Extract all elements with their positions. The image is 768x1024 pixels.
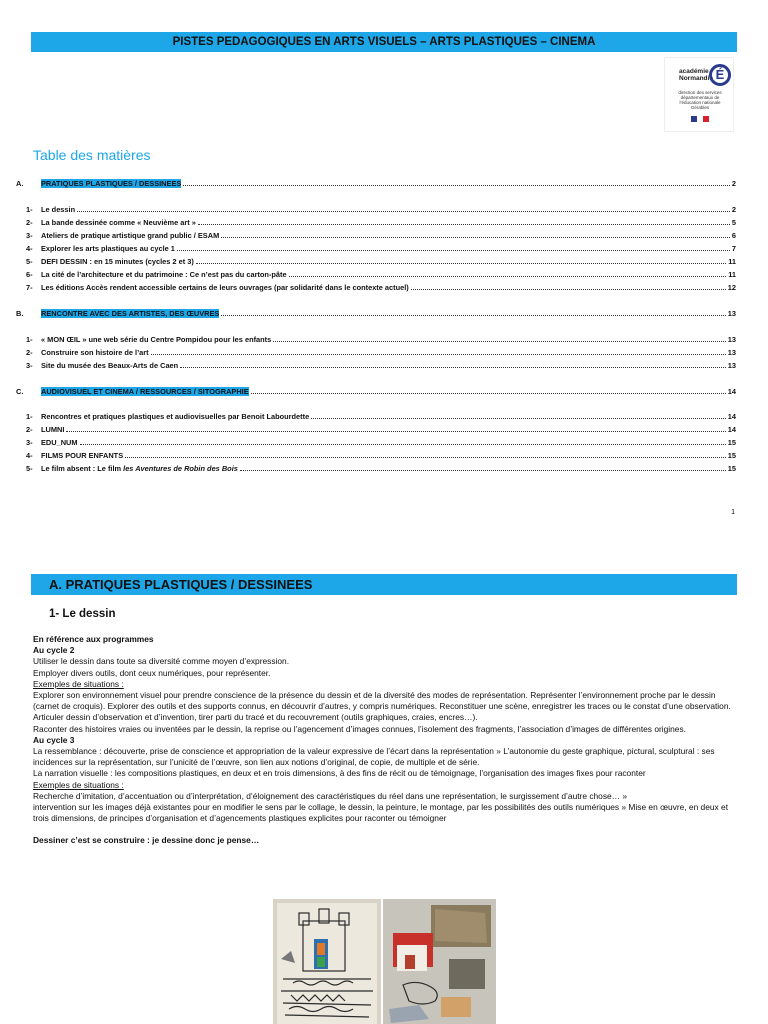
- toc-entry-page: 15: [727, 464, 736, 473]
- toc-entry-label[interactable]: [41, 348, 149, 357]
- drawing-photo-castle: [273, 899, 381, 1024]
- paragraph: Utiliser le dessin dans toute sa diversité comme moyen d’expression.: [33, 656, 290, 667]
- toc-entry-label-text: AUDIOVISUEL ET CINEMA / RESSOURCES / SITOGRAPHIE: [41, 387, 249, 396]
- toc-entry-page: 14: [727, 425, 736, 434]
- toc-entry-label[interactable]: [41, 335, 271, 344]
- toc-entry-number: A.: [16, 179, 24, 188]
- toc-entry-number: 2-: [26, 218, 33, 227]
- toc-entry-label-text: Rencontres et pratiques plastiques et audiovisuelles par Benoit Labourdette: [41, 412, 310, 421]
- logo-text: académie Normandie: [679, 68, 713, 82]
- toc-entry-number: 5-: [26, 257, 33, 266]
- toc-entry-label[interactable]: [41, 438, 78, 447]
- toc-entry-number: C.: [16, 387, 24, 396]
- toc-entry-label-text: LUMNI: [41, 425, 65, 434]
- toc-entry-label[interactable]: [41, 451, 123, 460]
- toc-entry-label[interactable]: [41, 464, 238, 473]
- paragraph: La narration visuelle : les compositions plastiques, en deux et en trois dimensions, à des fins de récit ou de témoignage, l’organisation des images fixes pour raconter: [33, 768, 646, 779]
- toc-leader-dots: [151, 354, 726, 355]
- toc-entry-number: B.: [16, 309, 24, 318]
- toc-entry-number: 1-: [26, 335, 33, 344]
- toc-title: Table des matières: [33, 147, 151, 163]
- tagline: Dessiner c’est se construire : je dessine donc je pense…: [33, 835, 260, 846]
- toc-entry-number: 2-: [26, 425, 33, 434]
- toc-entry-label[interactable]: [41, 218, 196, 227]
- toc-entry-label[interactable]: [41, 257, 194, 266]
- toc-entry-page: 11: [728, 270, 736, 279]
- toc-entry[interactable]: [16, 255, 736, 266]
- toc-entry-number: 1-: [26, 205, 33, 214]
- paragraph: La ressemblance : découverte, prise de conscience et appropriation de la valeur expressive de l’écart dans la représentation » L’autonomie du geste graphique, pictural, sculptural : ses incidences sur la représentation, sur l’unicité de l’œuvre, son lien aux notions d’original, de copie, de multiple et de série.: [33, 746, 715, 768]
- toc-leader-dots: [196, 263, 726, 264]
- toc-entry-page: 14: [727, 412, 736, 421]
- toc-entry-page: 5: [731, 218, 736, 227]
- toc-entry-page: 15: [727, 451, 736, 460]
- toc-entry-page: 15: [727, 438, 736, 447]
- toc-entry-page: 7: [731, 244, 736, 253]
- toc-entry-page: 11: [728, 257, 736, 266]
- toc-leader-dots: [125, 457, 726, 458]
- paragraph: Explorer son environnement visuel pour prendre conscience de la présence du dessin et de la diversité des modes de représentation. Représenter l’environnement proche par le dessin (carnet de croquis). Explorer des outils et des supports connus, en découvrir d’autres, y compris numériques. Reconstituer une scène, enregistrer les traces ou le constat d’une observation.: [33, 690, 731, 712]
- toc-entry[interactable]: [16, 359, 736, 370]
- toc-entry[interactable]: [16, 268, 736, 279]
- toc-entry-label[interactable]: [41, 179, 181, 188]
- toc-entry-label[interactable]: [41, 309, 219, 318]
- toc-leader-dots: [411, 289, 726, 290]
- drawing-photo-collage: [383, 899, 496, 1024]
- toc-leader-dots: [183, 185, 730, 186]
- toc-entry-label-text: PRATIQUES PLASTIQUES / DESSINEES: [41, 179, 182, 188]
- toc-entry-label-text: RENCONTRE AVEC DES ARTISTES, DES ŒUVRES: [41, 309, 220, 318]
- document-title-banner: [31, 32, 737, 52]
- toc-entry-page: 6: [731, 231, 736, 240]
- examples-heading: Exemples de situations :: [33, 779, 124, 790]
- toc-entry-number: 3-: [26, 361, 33, 370]
- toc-entry-page: 13: [727, 348, 736, 357]
- toc-entry[interactable]: [16, 346, 736, 357]
- toc-entry-label[interactable]: [41, 361, 178, 370]
- toc-entry-page: 2: [731, 205, 736, 214]
- section-title: A. PRATIQUES PLASTIQUES / DESSINEES: [49, 577, 313, 592]
- toc-entry-label[interactable]: [41, 425, 64, 434]
- toc-leader-dots: [66, 431, 725, 432]
- toc-entry-label-text: Le film absent : Le film: [41, 464, 124, 473]
- toc-entry[interactable]: [16, 436, 736, 447]
- cycle2-heading: Au cycle 2: [33, 645, 75, 656]
- paragraph: intervention sur les images déjà existantes pour en modifier le sens par le collage, le dessin, la peinture, le montage, par les possibilités des outils numériques » Mise en œuvre, en deux et trois dimensions, de principes d’organisation et d’agencements plastiques explicites pour raconter ou témoigner: [33, 802, 729, 824]
- french-flag-icon: [691, 116, 709, 122]
- toc-entry-number: 7-: [26, 283, 33, 292]
- toc-entry-label[interactable]: [41, 205, 75, 214]
- document-title: PISTES PEDAGOGIQUES EN ARTS VISUELS – ARTS PLASTIQUES – CINEMA: [172, 36, 596, 48]
- paragraph: Articuler dessin d’observation et d’invention, tirer parti du tracé et du recouvrement (outils graphiques, craies, encres…).: [33, 712, 478, 723]
- academie-logo: [664, 57, 734, 132]
- toc-entry-number: 3-: [26, 438, 33, 447]
- subsection-title: 1- Le dessin: [49, 608, 116, 620]
- toc-entry-label-text: Les éditions Accès rendent accessible certains de leurs ouvrages (par solidarité dans le contexte actuel): [41, 283, 409, 292]
- toc-leader-dots: [177, 250, 730, 251]
- toc-leader-dots: [273, 341, 726, 342]
- toc-leader-dots: [251, 393, 726, 394]
- toc-entry-label[interactable]: [41, 270, 287, 279]
- toc-entry-label[interactable]: [41, 231, 219, 240]
- toc-entry[interactable]: [16, 423, 736, 434]
- toc-entry[interactable]: [16, 385, 736, 396]
- toc-entry-page: 12: [727, 283, 736, 292]
- toc-entry-number: 6-: [26, 270, 33, 279]
- examples-heading: Exemples de situations :: [33, 678, 124, 689]
- section-banner: [31, 574, 737, 595]
- toc-entry[interactable]: [16, 242, 736, 253]
- toc-entry[interactable]: [16, 229, 736, 240]
- cycle3-heading: Au cycle 3: [33, 734, 75, 745]
- toc-entry[interactable]: [16, 462, 736, 473]
- toc-leader-dots: [180, 367, 726, 368]
- toc-entry-label-text: Site du musée des Beaux-Arts de Caen: [41, 361, 179, 370]
- page-number: 1: [731, 507, 736, 516]
- toc-entry[interactable]: [16, 307, 736, 318]
- toc-entry[interactable]: [16, 177, 736, 188]
- logo-subtext: direction des services départementaux de l’éducation nationale Gérables: [678, 90, 722, 110]
- toc-entry[interactable]: [16, 333, 736, 344]
- toc-entry-number: 2-: [26, 348, 33, 357]
- toc-entry-label-text: La bande dessinée comme « Neuvième art »: [41, 218, 196, 227]
- toc-entry[interactable]: [16, 449, 736, 460]
- toc-entry[interactable]: [16, 281, 736, 292]
- toc-entry-number: 4-: [26, 451, 33, 460]
- paragraph: Employer divers outils, dont ceux numériques, pour représenter.: [33, 667, 271, 678]
- logo-letter: É: [709, 64, 731, 86]
- toc-entry-label-text: Construire son histoire de l’art: [41, 348, 149, 357]
- toc-entry-label-text: Le dessin: [41, 205, 76, 214]
- toc-entry[interactable]: [16, 410, 736, 421]
- toc-entry-number: 4-: [26, 244, 33, 253]
- toc-entry-label-text: FILMS POUR ENFANTS: [41, 451, 124, 460]
- programmes-heading: En référence aux programmes: [33, 634, 154, 644]
- toc-leader-dots: [221, 315, 725, 316]
- toc-entry-label-text: Ateliers de pratique artistique grand public / ESAM: [41, 231, 220, 240]
- toc-leader-dots: [221, 237, 730, 238]
- toc-entry-number: 5-: [26, 464, 33, 473]
- toc-leader-dots: [198, 224, 730, 225]
- toc-entry-page: 14: [727, 387, 736, 396]
- toc-entry-label-text: EDU_NUM: [41, 438, 78, 447]
- toc-entry-page: 13: [727, 335, 736, 344]
- paragraph: Raconter des histoires vraies ou inventées par le dessin, la reprise ou l’agencement d’images connues, l’isolement des fragments, l’association d’images de différentes origines.: [33, 723, 686, 734]
- toc-leader-dots: [77, 211, 730, 212]
- toc-leader-dots: [240, 470, 726, 471]
- toc-entry-label[interactable]: [41, 412, 309, 421]
- toc-leader-dots: [80, 444, 726, 445]
- toc-leader-dots: [289, 276, 727, 277]
- toc-entry-label[interactable]: [41, 283, 409, 292]
- toc-entry-label-text: « MON ŒIL » une web série du Centre Pompidou pour les enfants: [41, 335, 272, 344]
- toc-entry-number: 1-: [26, 412, 33, 421]
- toc-entry-label[interactable]: [41, 244, 175, 253]
- toc-entry-page: 2: [731, 179, 736, 188]
- toc-entry-page: 13: [727, 309, 736, 318]
- body-text: [33, 634, 738, 847]
- toc-entry-label-text: DEFI DESSIN : en 15 minutes (cycles 2 et 3): [41, 257, 194, 266]
- toc-leader-dots: [311, 418, 726, 419]
- toc-entry-label-text: La cité de l’architecture et du patrimoine : Ce n’est pas du carton-pâte: [41, 270, 287, 279]
- toc-entry[interactable]: [16, 203, 736, 214]
- toc-entry[interactable]: [16, 216, 736, 227]
- toc-entry-label[interactable]: [41, 387, 249, 396]
- paragraph: Recherche d’imitation, d’accentuation ou d’interprétation, d’éloignement des caractéristiques du réel dans une représentation, le surgissement d’autre chose… »: [33, 790, 628, 801]
- toc-entry-number: 3-: [26, 231, 33, 240]
- toc-entry-page: 13: [727, 361, 736, 370]
- toc-entry-label-italic: les Aventures de Robin des Bois: [123, 464, 238, 473]
- toc-entry-label-text: Explorer les arts plastiques au cycle 1: [41, 244, 175, 253]
